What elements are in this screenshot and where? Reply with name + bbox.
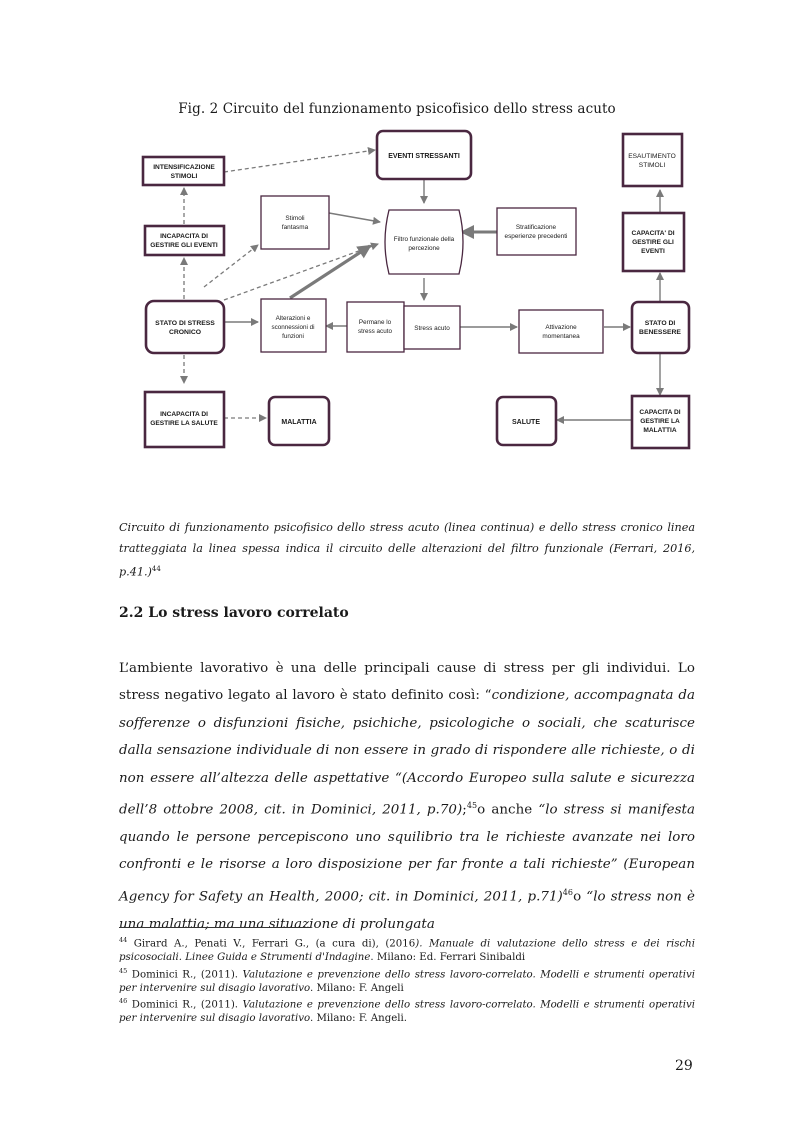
label-attivazione: Attivazione momentanea: [542, 324, 580, 340]
body-paragraph: L’ambiente lavorativo è una delle principali cause di stress per gli individui. Lo stress negativo legato al lavoro è stato definito così: “condizione, accompagnata da sofferenze o disfunzioni fisiche, psichiche, psicologiche o sociali, che scaturisce dalla sensazione individuale di non essere in grado di rispondere alle richieste, o di non essere all’altezza delle aspettative “(Accordo Europeo sulla salute e sicurezza dell’8 ottobre 2008, cit. in Dominici, 2011, p.70);$^{45}$o anche “lo stress si manifesta quando le persone percepiscono uno squilibrio tra le richieste avanzate nei loro confronti e le risorse a loro disposizione per far fronte a tali richieste” (European Agency for Safety an Health, 2000; cit. in Dominici, 2011, p.71)$^{46}$o “lo stress non è una malattia; ma una situazione di prolungata: [119, 661, 696, 932]
box-stimoli-fantasma: [261, 196, 329, 249]
label-filtro: Filtro funzionale della percezione: [393, 236, 455, 252]
label-alterazioni: Alterazioni e sconnessioni di funzioni: [271, 315, 315, 340]
footnotes: [119, 934, 695, 1026]
figure-caption: Circuito di funzionamento psicofisico dello stress acuto (linea continua) e dello stress cronico linea tratteggiata la linea spessa indica il circuito delle alterazioni del filtro funzionale (Ferrari, 2016, p.41.)$^{44}$: [119, 521, 695, 579]
footnote-separator: [119, 927, 311, 928]
label-esaurimento: ESAUTIMENTO STIMOLI: [628, 153, 676, 169]
dashed-intensificazione-eventi: [224, 150, 375, 172]
footnote-ref-46: 46: [562, 887, 574, 897]
label-malattia: MALATTIA: [281, 419, 317, 426]
label-stratificazione: Stratificazione esperienze precedenti: [504, 224, 568, 240]
page-number: 29: [675, 1058, 693, 1074]
label-stato-cronico: STATO DI STRESS CRONICO: [155, 320, 215, 336]
figure-title: Fig. 2 Circuito del funzionamento psicofisico dello stress acuto: [178, 101, 616, 117]
footnote-45: $^{45}$ Dominici R., (2011). Valutazione e prevenzione dello stress lavoro-correlato. Modelli e strumenti operativi per intervenire sul disagio lavorativo. Milano: F. Angeli: [119, 966, 696, 994]
box-esaurimento-stimoli: [623, 134, 682, 186]
footnote-ref-45: 45: [466, 801, 478, 811]
label-intensificazione: INTENSIFICAZIONE STIMOLI: [153, 164, 215, 180]
label-stimoli-fantasma: Stimoli fantasma: [281, 215, 309, 231]
box-stato-benessere: [632, 302, 689, 353]
label-incapacita-salute: INCAPACITA DI GESTIRE LA SALUTE: [150, 411, 218, 427]
box-stato-cronico: [146, 301, 224, 353]
label-capacita-eventi: CAPACITA' DI GESTIRE GLI EVENTI: [631, 230, 675, 255]
arrow-alterazioni-filtro-thick: [290, 246, 370, 298]
label-stato-benessere: STATO DI BENESSERE: [639, 320, 681, 336]
footnote-44: $^{44}$ Girard A., Penati V., Ferrari G., (a cura di), (2016). Manuale di valutazione dello stress e dei rischi psicosociali. Linee Guida e Strumenti d'Indagine. Milano: Ed. Ferrari Sinibaldi: [119, 936, 696, 963]
label-salute: SALUTE: [512, 419, 540, 426]
arrow-stimoli-filtro: [329, 213, 380, 222]
label-capacita-malattia: CAPACITA DI GESTIRE LA MALATTIA: [639, 409, 681, 434]
box-attivazione: [519, 310, 603, 353]
box-intensificazione-stimoli: [143, 157, 224, 185]
section-heading: 2.2 Lo stress lavoro correlato: [119, 605, 349, 621]
box-permane-stress: [347, 302, 404, 352]
stress-circuit-diagram: [0, 0, 794, 500]
footnote-ref-44: 44: [151, 565, 161, 573]
box-incapacita-eventi: [145, 226, 224, 255]
label-stress-acuto: Stress acuto: [414, 325, 450, 332]
footnote-46: $^{46}$ Dominici R., (2011). Valutazione e prevenzione dello stress lavoro-correlato. Modelli e strumenti operativi per intervenire sul disagio lavorativo. Milano: F. Angeli.: [119, 997, 696, 1025]
label-incapacita-eventi: INCAPACITA DI GESTIRE GLI EVENTI: [150, 233, 218, 249]
box-stratificazione: [497, 208, 576, 255]
diagram-connectors: [184, 150, 660, 420]
label-eventi-stressanti: EVENTI STRESSANTI: [388, 153, 460, 160]
label-permane: Permane lo stress acuto: [358, 319, 392, 335]
